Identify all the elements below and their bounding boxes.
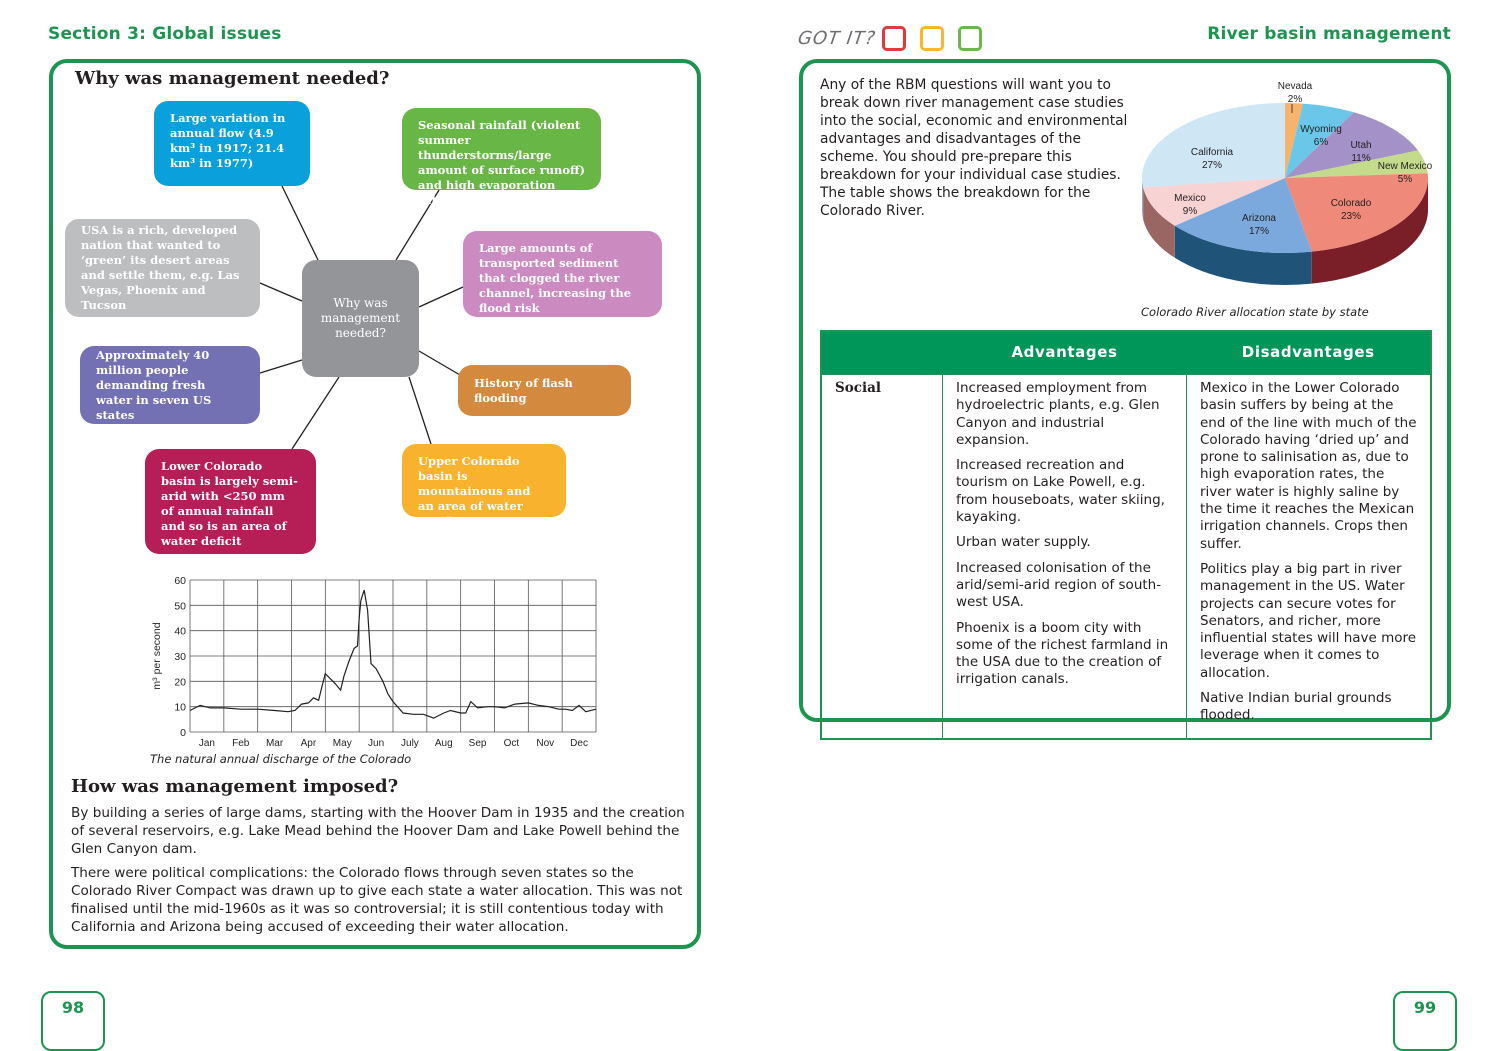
y-tick-label: 60 bbox=[174, 575, 186, 587]
disadvantage-item: Native Indian burial grounds flooded. bbox=[1200, 690, 1392, 724]
x-tick-label: Oct bbox=[503, 738, 520, 749]
hydrograph-caption: The natural annual discharge of the Colorado bbox=[150, 752, 412, 766]
x-tick-label: Dec bbox=[570, 738, 588, 749]
node-seasonal-rainfall: Seasonal rainfall (violent summer thunderstorms/large amount of surface runoff) and high evaporation rates bbox=[402, 108, 601, 190]
x-tick-label: Sep bbox=[468, 738, 487, 749]
got-it-checkbox-red[interactable] bbox=[882, 26, 906, 51]
pie-label-name: California bbox=[1190, 147, 1234, 158]
heading-how-management-imposed: How was management imposed? bbox=[71, 776, 399, 797]
y-tick-label: 40 bbox=[174, 625, 186, 638]
pie-label-value: 6% bbox=[1313, 137, 1329, 148]
topic-header: River basin management bbox=[1207, 24, 1451, 44]
header-blank bbox=[821, 331, 943, 375]
pie-label-name: Nevada bbox=[1277, 81, 1313, 92]
pie-label-name: Arizona bbox=[1242, 213, 1276, 224]
table-header-row bbox=[821, 331, 1431, 375]
x-tick-label: Nov bbox=[536, 738, 555, 749]
connector-flow-variation bbox=[282, 186, 318, 260]
how-management-text bbox=[71, 804, 691, 942]
node-upper-basin: Upper Colorado basin is mountainous and an area of water surplus bbox=[402, 444, 566, 517]
pie-label-name: Utah bbox=[1350, 140, 1372, 151]
social-advantages-cell bbox=[943, 375, 1187, 739]
social-disadvantages-cell bbox=[1187, 375, 1432, 739]
how-paragraph-1: By building a series of large dams, starting with the Hoover Dam in 1935 and the creation of several reservoirs, e.g. Lake Mead behind the Hoover Dam and Lake Powell behind the Glen Canyon dam. bbox=[71, 805, 685, 857]
y-tick-label: 20 bbox=[174, 676, 186, 689]
got-it-checkbox-green[interactable] bbox=[958, 26, 982, 51]
x-tick-label: Mar bbox=[265, 738, 284, 749]
pie-label-name: New Mexico bbox=[1377, 161, 1433, 172]
advantage-item: Increased recreation and tourism on Lake Powell, e.g. from houseboats, water skiing, kayaking. bbox=[956, 457, 1165, 526]
mind-map-center: Why was management needed? bbox=[302, 260, 419, 377]
node-flash-flooding: History of flash flooding bbox=[458, 365, 631, 416]
y-tick-label: 30 bbox=[174, 651, 186, 663]
x-tick-label: Feb bbox=[232, 738, 250, 749]
intro-text: Any of the RBM questions will want you to break down river management case studies into the social, economic and environmental advantages and disadvantages of the scheme. You should pre-prepare this breakdown for your individual case studies. The table shows the breakdown for the Colorado River. bbox=[820, 77, 1128, 219]
connector-lower-basin bbox=[292, 377, 339, 449]
node-lower-basin: Lower Colorado basin is largely semi-arid with <250 mm of annual rainfall and so is an area of water deficit bbox=[145, 449, 316, 554]
mind-map bbox=[0, 0, 700, 560]
pie-label-value: 9% bbox=[1182, 206, 1198, 217]
pie-label-name: Mexico bbox=[1174, 193, 1206, 204]
x-tick-label: Jun bbox=[368, 738, 385, 749]
pie-label-value: 23% bbox=[1340, 211, 1362, 222]
x-tick-label: May bbox=[332, 738, 352, 749]
header-disadvantages: Disadvantages bbox=[1187, 331, 1432, 375]
heading-why-management-needed: Why was management needed? bbox=[75, 68, 390, 89]
y-axis-label: m³ per second bbox=[151, 622, 163, 690]
node-flow-variation: Large variation in annual flow (4.9 km³ in 1917; 21.4 km³ in 1977) bbox=[154, 101, 310, 186]
pie-label-value: 5% bbox=[1397, 174, 1413, 185]
pie-label-value: 2% bbox=[1287, 94, 1303, 105]
pie-label-name: Colorado bbox=[1330, 198, 1372, 209]
pie-label-value: 11% bbox=[1351, 153, 1371, 164]
connector-rich-nation bbox=[260, 283, 302, 301]
connector-upper-basin bbox=[409, 377, 431, 444]
pie-caption: Colorado River allocation state by state bbox=[1141, 305, 1369, 319]
section-header: Section 3: Global issues bbox=[48, 24, 282, 44]
pie-label-value: 17% bbox=[1248, 226, 1270, 237]
how-paragraph-2: There were political complications: the Colorado flows through seven states so the Colorado River Compact was drawn up to give each state a water allocation. This was not finalised until the mid-1960s as it was so controversial; it is still contentious today with California and Arizona being accused of exceeding their water allocation. bbox=[71, 865, 683, 935]
advantage-item: Phoenix is a boom city with some of the richest farmland in the USA due to the creation of irrigation canals. bbox=[956, 619, 1169, 688]
x-tick-label: July bbox=[401, 738, 419, 749]
disadvantage-item: Mexico in the Lower Colorado basin suffers by being at the end of the line with much of the Colorado having ‘dried up’ and prone to salinisation as, due to high evaporation rates, the river water is highly saline by the time it reaches the Mexican irrigation channels. Crops then suffer. bbox=[1200, 380, 1417, 552]
connector-sediment bbox=[419, 287, 463, 307]
disadvantage-item: Politics play a big part in river management in the US. Water projects can secure votes for Senators, and richer, more influential states will have more leverage when it comes to allocation. bbox=[1200, 560, 1417, 681]
y-tick-label: 0 bbox=[180, 727, 186, 739]
y-tick-label: 50 bbox=[174, 600, 186, 613]
pie-label-name: Wyoming bbox=[1300, 124, 1342, 135]
y-tick-label: 10 bbox=[174, 701, 186, 714]
node-sediment: Large amounts of transported sediment that clogged the river channel, increasing the flood risk bbox=[463, 231, 662, 317]
row-label-social: Social bbox=[821, 375, 943, 739]
advantage-item: Increased employment from hydroelectric plants, e.g. Glen Canyon and industrial expansion. bbox=[956, 380, 1160, 448]
connector-population bbox=[260, 360, 302, 373]
discharge-hydrograph bbox=[140, 570, 610, 755]
header-advantages: Advantages bbox=[943, 331, 1187, 375]
advantage-item: Increased colonisation of the arid/semi-arid region of south-west USA. bbox=[956, 559, 1162, 611]
advantage-item: Urban water supply. bbox=[956, 534, 1091, 551]
allocation-pie-chart bbox=[1135, 75, 1435, 290]
pie-slice-california bbox=[1142, 103, 1285, 187]
got-it-checklist bbox=[798, 26, 982, 51]
got-it-label: GOT IT? bbox=[796, 28, 878, 49]
page-number-right: 99 bbox=[1393, 991, 1457, 1051]
page-number-left: 98 bbox=[41, 991, 105, 1051]
x-tick-label: Jan bbox=[198, 738, 215, 749]
x-tick-label: Aug bbox=[434, 738, 453, 749]
advantages-disadvantages-table bbox=[820, 330, 1432, 740]
node-rich-nation: USA is a rich, developed nation that wanted to ‘green’ its desert areas and settle them, e.g. Las Vegas, Phoenix and Tucson bbox=[65, 219, 260, 317]
node-population: Approximately 40 million people demanding fresh water in seven US states bbox=[80, 346, 260, 424]
connector-flash-flooding bbox=[419, 351, 460, 375]
table-row-social bbox=[821, 375, 1431, 739]
got-it-checkbox-amber[interactable] bbox=[920, 26, 944, 51]
x-tick-label: Apr bbox=[300, 738, 317, 749]
pie-label-value: 27% bbox=[1201, 160, 1223, 171]
